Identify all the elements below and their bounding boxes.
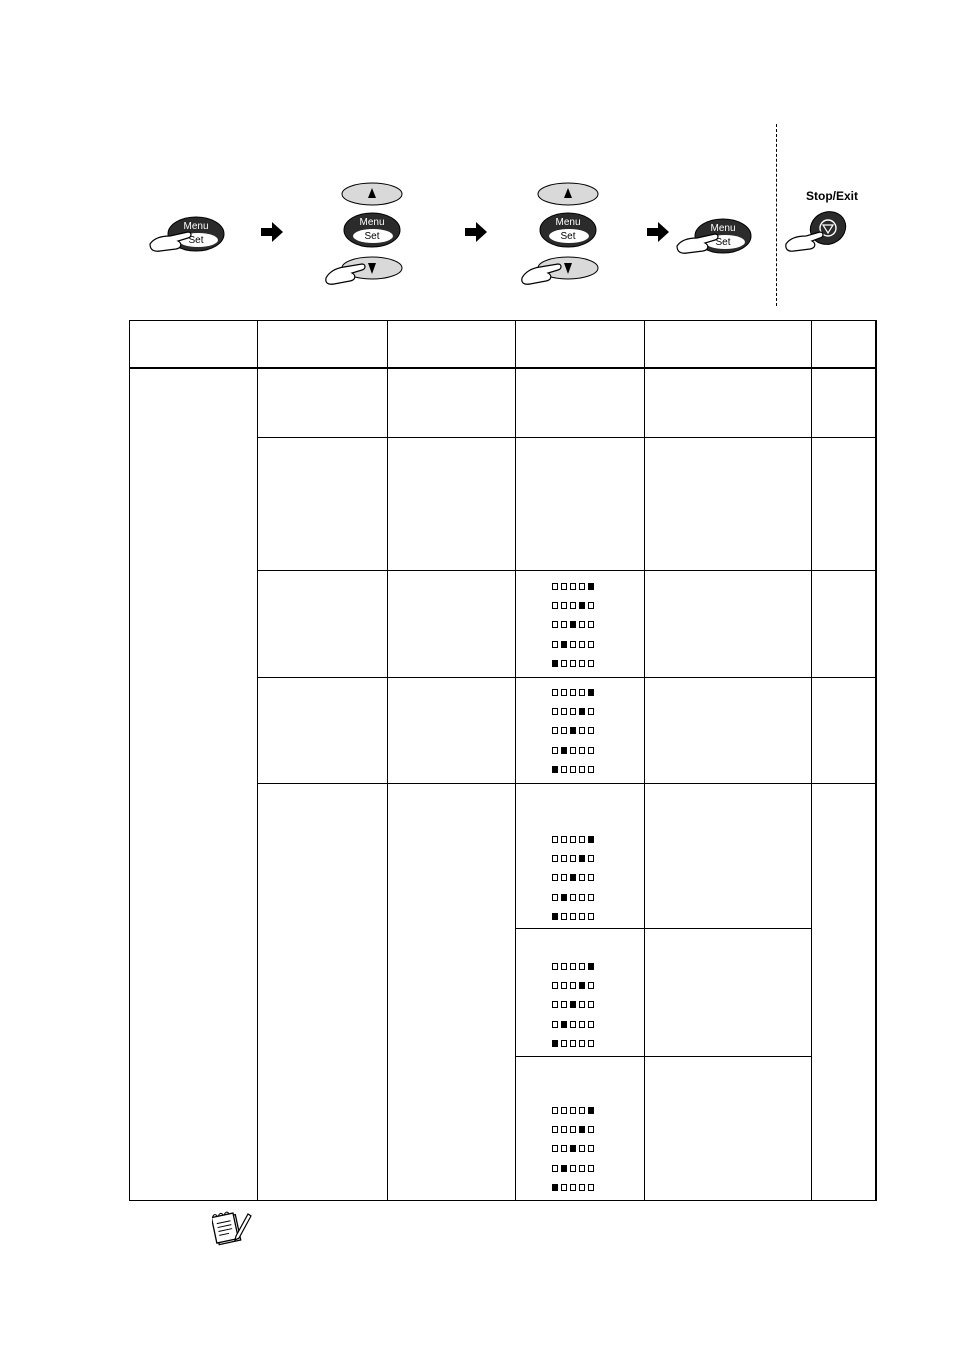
dashed-separator xyxy=(776,124,777,306)
level-indicator xyxy=(552,708,594,715)
level-segment xyxy=(561,1040,567,1047)
menu-key-top-label: Menu xyxy=(359,217,385,228)
level-segment xyxy=(552,963,558,970)
level-segment xyxy=(552,1021,558,1028)
table-border-top xyxy=(129,320,877,321)
level-segment xyxy=(579,1001,585,1008)
level-segment xyxy=(552,689,558,696)
level-segment xyxy=(570,1126,576,1133)
level-segment xyxy=(552,1145,558,1152)
right-arrow-icon xyxy=(647,222,669,242)
level-segment xyxy=(579,1126,585,1133)
level-segment xyxy=(570,689,576,696)
menu-set-key-icon xyxy=(675,212,755,260)
level-indicator xyxy=(552,836,594,843)
level-segment xyxy=(561,1184,567,1191)
level-segment xyxy=(561,660,567,667)
level-segment xyxy=(552,583,558,590)
level-segment xyxy=(552,1165,558,1172)
level-segment xyxy=(570,982,576,989)
level-segment xyxy=(588,913,594,920)
level-segment xyxy=(579,1107,585,1114)
right-arrow-icon xyxy=(261,222,283,242)
level-segment xyxy=(579,855,585,862)
level-indicator xyxy=(552,621,594,628)
level-segment xyxy=(588,727,594,734)
level-segment xyxy=(588,1040,594,1047)
level-segment xyxy=(588,660,594,667)
level-segment xyxy=(579,913,585,920)
navigation-key-cluster-2 xyxy=(520,180,604,286)
level-segment xyxy=(552,874,558,881)
level-indicator xyxy=(552,913,594,920)
level-segment xyxy=(588,641,594,648)
row-divider xyxy=(257,677,877,678)
right-arrow-icon xyxy=(465,222,487,242)
level-segment xyxy=(561,913,567,920)
level-segment xyxy=(579,583,585,590)
level-segment xyxy=(579,602,585,609)
menu-key-bottom-label: Set xyxy=(715,237,731,248)
level-segment xyxy=(579,689,585,696)
level-segment xyxy=(570,708,576,715)
level-segment xyxy=(552,855,558,862)
level-segment xyxy=(588,836,594,843)
level-segment xyxy=(552,1040,558,1047)
level-segment xyxy=(588,766,594,773)
level-segment xyxy=(561,689,567,696)
level-indicator xyxy=(552,1145,594,1152)
level-segment xyxy=(588,874,594,881)
level-segment xyxy=(570,1001,576,1008)
menu-key-top-label: Menu xyxy=(710,223,736,234)
level-segment xyxy=(579,727,585,734)
level-indicator xyxy=(552,1126,594,1133)
level-segment xyxy=(579,641,585,648)
level-segment xyxy=(588,894,594,901)
column-divider xyxy=(257,320,258,1201)
level-segment xyxy=(570,894,576,901)
menu-key-bottom-label: Set xyxy=(188,235,204,246)
stop-exit-key[interactable] xyxy=(784,208,854,256)
level-segment xyxy=(588,1145,594,1152)
level-segment xyxy=(552,660,558,667)
level-segment xyxy=(552,747,558,754)
level-segment xyxy=(570,583,576,590)
level-segment xyxy=(561,1126,567,1133)
level-indicator xyxy=(552,1040,594,1047)
row-divider xyxy=(257,570,877,571)
level-segment xyxy=(561,747,567,754)
level-segment xyxy=(570,1107,576,1114)
navigation-key-cluster-1 xyxy=(324,180,408,286)
level-indicator xyxy=(552,727,594,734)
level-segment xyxy=(579,1040,585,1047)
level-segment xyxy=(588,689,594,696)
level-segment xyxy=(570,660,576,667)
level-segment xyxy=(588,747,594,754)
column-divider xyxy=(515,320,516,1201)
level-segment xyxy=(552,913,558,920)
level-segment xyxy=(570,913,576,920)
level-segment xyxy=(579,708,585,715)
level-segment xyxy=(561,1107,567,1114)
menu-set-key-step1[interactable] xyxy=(148,210,228,258)
level-indicator xyxy=(552,1184,594,1191)
level-indicator xyxy=(552,766,594,773)
level-segment xyxy=(588,602,594,609)
level-segment xyxy=(588,982,594,989)
level-segment xyxy=(552,1126,558,1133)
level-segment xyxy=(570,963,576,970)
level-segment xyxy=(561,894,567,901)
level-segment xyxy=(579,1165,585,1172)
menu-key-bottom-label: Set xyxy=(364,231,380,242)
level-indicator xyxy=(552,874,594,881)
level-segment xyxy=(561,1165,567,1172)
level-segment xyxy=(552,727,558,734)
level-segment xyxy=(588,708,594,715)
level-segment xyxy=(588,1184,594,1191)
level-segment xyxy=(561,855,567,862)
menu-key-top-label: Menu xyxy=(555,217,581,228)
level-segment xyxy=(561,836,567,843)
stop-exit-label: Stop/Exit xyxy=(805,189,858,203)
level-segment xyxy=(552,1107,558,1114)
level-segment xyxy=(552,602,558,609)
level-segment xyxy=(570,836,576,843)
level-segment xyxy=(561,1021,567,1028)
level-segment xyxy=(579,1021,585,1028)
level-segment xyxy=(561,641,567,648)
level-segment xyxy=(570,855,576,862)
level-indicator xyxy=(552,1165,594,1172)
level-segment xyxy=(561,1001,567,1008)
level-indicator xyxy=(552,747,594,754)
level-segment xyxy=(561,766,567,773)
level-segment xyxy=(552,641,558,648)
level-segment xyxy=(570,1145,576,1152)
level-segment xyxy=(588,855,594,862)
level-segment xyxy=(570,602,576,609)
level-segment xyxy=(570,874,576,881)
level-segment xyxy=(570,766,576,773)
level-segment xyxy=(561,708,567,715)
level-segment xyxy=(570,641,576,648)
menu-set-key-step4[interactable] xyxy=(675,212,755,260)
sub-row-divider xyxy=(515,1056,811,1057)
level-segment xyxy=(552,982,558,989)
level-segment xyxy=(561,583,567,590)
level-segment xyxy=(579,982,585,989)
level-segment xyxy=(570,621,576,628)
level-segment xyxy=(552,766,558,773)
level-segment xyxy=(579,874,585,881)
level-segment xyxy=(570,727,576,734)
level-segment xyxy=(579,963,585,970)
level-segment xyxy=(588,621,594,628)
column-divider xyxy=(387,320,388,1201)
table-header-divider xyxy=(129,367,877,369)
menu-set-key-icon xyxy=(148,210,228,258)
level-indicator xyxy=(552,855,594,862)
level-segment xyxy=(561,874,567,881)
level-segment xyxy=(552,621,558,628)
sub-row-divider xyxy=(515,928,811,929)
level-segment xyxy=(579,894,585,901)
level-indicator xyxy=(552,1107,594,1114)
level-segment xyxy=(579,1145,585,1152)
stop-icon xyxy=(784,208,854,256)
menu-key-bottom-label: Set xyxy=(560,231,576,242)
level-segment xyxy=(570,1021,576,1028)
level-indicator xyxy=(552,583,594,590)
table-border-bottom xyxy=(129,1200,877,1201)
level-indicator xyxy=(552,963,594,970)
level-segment xyxy=(570,747,576,754)
level-segment xyxy=(588,1001,594,1008)
level-segment xyxy=(588,1126,594,1133)
level-segment xyxy=(588,583,594,590)
level-segment xyxy=(561,602,567,609)
level-segment xyxy=(570,1040,576,1047)
level-segment xyxy=(579,766,585,773)
level-indicator xyxy=(552,1021,594,1028)
level-segment xyxy=(588,1021,594,1028)
level-indicator xyxy=(552,1001,594,1008)
menu-key-top-label: Menu xyxy=(183,221,209,232)
level-segment xyxy=(561,963,567,970)
level-indicator xyxy=(552,689,594,696)
level-segment xyxy=(579,660,585,667)
row-divider xyxy=(257,437,877,438)
level-segment xyxy=(579,836,585,843)
table-border-left xyxy=(129,320,130,1201)
table-border-right xyxy=(875,320,877,1201)
column-divider xyxy=(811,320,812,1201)
row-divider xyxy=(257,783,877,784)
level-indicator xyxy=(552,894,594,901)
level-segment xyxy=(561,727,567,734)
level-segment xyxy=(552,708,558,715)
level-segment xyxy=(561,982,567,989)
level-indicator xyxy=(552,641,594,648)
level-segment xyxy=(588,1107,594,1114)
level-indicator xyxy=(552,660,594,667)
level-segment xyxy=(561,621,567,628)
level-segment xyxy=(552,836,558,843)
level-segment xyxy=(552,894,558,901)
level-segment xyxy=(570,1165,576,1172)
column-divider xyxy=(644,320,645,1201)
level-segment xyxy=(588,963,594,970)
level-segment xyxy=(552,1184,558,1191)
note-pad-icon xyxy=(212,1210,252,1246)
level-segment xyxy=(552,1001,558,1008)
level-indicator xyxy=(552,602,594,609)
level-segment xyxy=(561,1145,567,1152)
level-segment xyxy=(570,1184,576,1191)
level-indicator xyxy=(552,982,594,989)
level-segment xyxy=(579,1184,585,1191)
level-segment xyxy=(588,1165,594,1172)
level-segment xyxy=(579,747,585,754)
level-segment xyxy=(579,621,585,628)
